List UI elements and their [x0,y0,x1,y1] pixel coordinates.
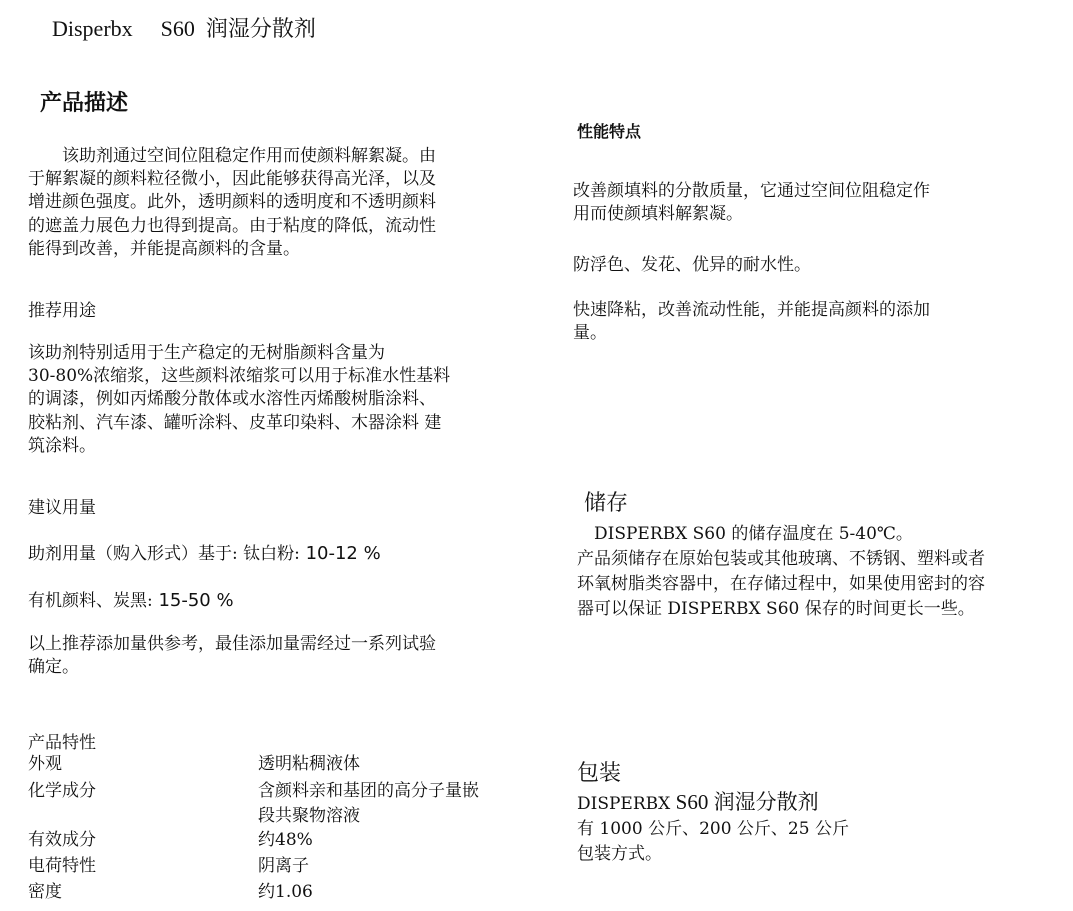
feature-item-2: 防浮色、发花、优异的耐水性。 [573,255,811,275]
packaging-title-main: S60 润湿分散剂 [675,790,819,814]
dosage-titanium-value: 10-12 % [299,543,381,564]
text-line: 有 1000 公斤、200 公斤、25 公斤 [577,819,849,839]
text-line: 量。 [573,323,607,344]
dosage-titanium [28,539,381,564]
text-line: 该助剂通过空间位阻稳定作用而使颜料解絮凝。由 [28,146,436,166]
density-value: 约1.06 [258,882,313,902]
charge-key: 电荷特性 [28,856,96,876]
features-heading: 性能特点 [577,122,642,141]
text-line: 30-80%浓缩浆，这些颜料浓缩浆可以用于标准水性基料 [28,366,451,387]
text-line: 的调漆，例如丙烯酸分散体或水溶性丙烯酸树脂涂料、 [28,389,436,410]
packaging-text [577,817,849,867]
packaging-title-prefix: DISPERBX [577,794,676,814]
dosage-organic-label: 有机颜料、炭黑: [28,591,153,611]
density-key: 密度 [28,882,62,902]
text-line: 于解絮凝的颜料粒径微小，因此能够获得高光泽，以及 [28,169,436,190]
dosage-note [28,633,436,679]
text-line: DISPERBX S60 的储存温度在 5-40℃。 [577,524,913,544]
text-line: 快速降粘，改善流动性能，并能提高颜料的添加 [573,300,930,320]
properties-table [28,752,548,902]
packaging-product-title [577,786,819,816]
feature-item-1 [573,180,930,226]
storage-heading: 储存 [584,491,629,516]
text-line: 能得到改善，并能提高颜料的含量。 [28,238,300,259]
storage-text [577,522,985,622]
text-line: 包装方式。 [577,844,662,864]
recommended-use-heading: 推荐用途 [28,301,96,321]
dosage-titanium-label: 助剂用量（购入形式）基于: 钛白粉: [28,544,300,564]
text-line: 该助剂特别适用于生产稳定的无树脂颜料含量为 [28,343,385,363]
text-line: 环氧树脂类容器中，在存储过程中，如果使用密封的容 [577,574,985,594]
dosage-organic [28,586,234,611]
text-line: 的遮盖力展色力也得到提高。由于粘度的降低，流动性 [28,215,436,236]
charge-value: 阴离子 [258,856,309,876]
text-line: 增进颜色强度。此外，透明颜料的透明度和不透明颜料 [28,192,436,213]
packaging-heading: 包装 [577,761,622,786]
feature-item-3 [573,299,930,345]
document-title [52,12,316,43]
active-content-key: 有效成分 [28,830,96,850]
dosage-organic-value: 15-50 % [152,590,234,611]
text-line: 胶粘剂、汽车漆、罐听涂料、皮革印染料、木器涂料 建 [28,412,442,433]
product-name: 润湿分散剂 [205,16,316,41]
active-content-value: 约48% [258,830,313,850]
text-line: 改善颜填料的分散质量，它通过空间位阻稳定作 [573,181,930,201]
text-line: 器可以保证 DISPERBX S60 保存的时间更长一些。 [577,599,975,619]
chemistry-value-line-1: 含颜料亲和基团的高分子量嵌 [258,781,479,801]
text-line: 确定。 [28,657,79,678]
product-description-heading: 产品描述 [40,91,129,116]
text-line: 产品须储存在原始包装或其他玻璃、不锈钢、塑料或者 [577,549,985,569]
properties-heading: 产品特性 [28,733,96,753]
text-line: 以上推荐添加量供参考，最佳添加量需经过一系列试验 [28,634,436,654]
chemistry-key: 化学成分 [28,781,96,801]
product-description-text [28,145,436,261]
text-line: 筑涂料。 [28,435,96,456]
product-code: S60 [160,16,195,41]
recommended-use-text [28,342,450,458]
brand-name: Disperbx [52,16,133,41]
appearance-value: 透明粘稠液体 [258,754,360,774]
appearance-key: 外观 [28,754,62,774]
chemistry-value-line-2: 段共聚物溶液 [258,806,360,826]
suggested-dosage-heading: 建议用量 [28,498,96,518]
text-line: 用而使颜填料解絮凝。 [573,204,743,225]
